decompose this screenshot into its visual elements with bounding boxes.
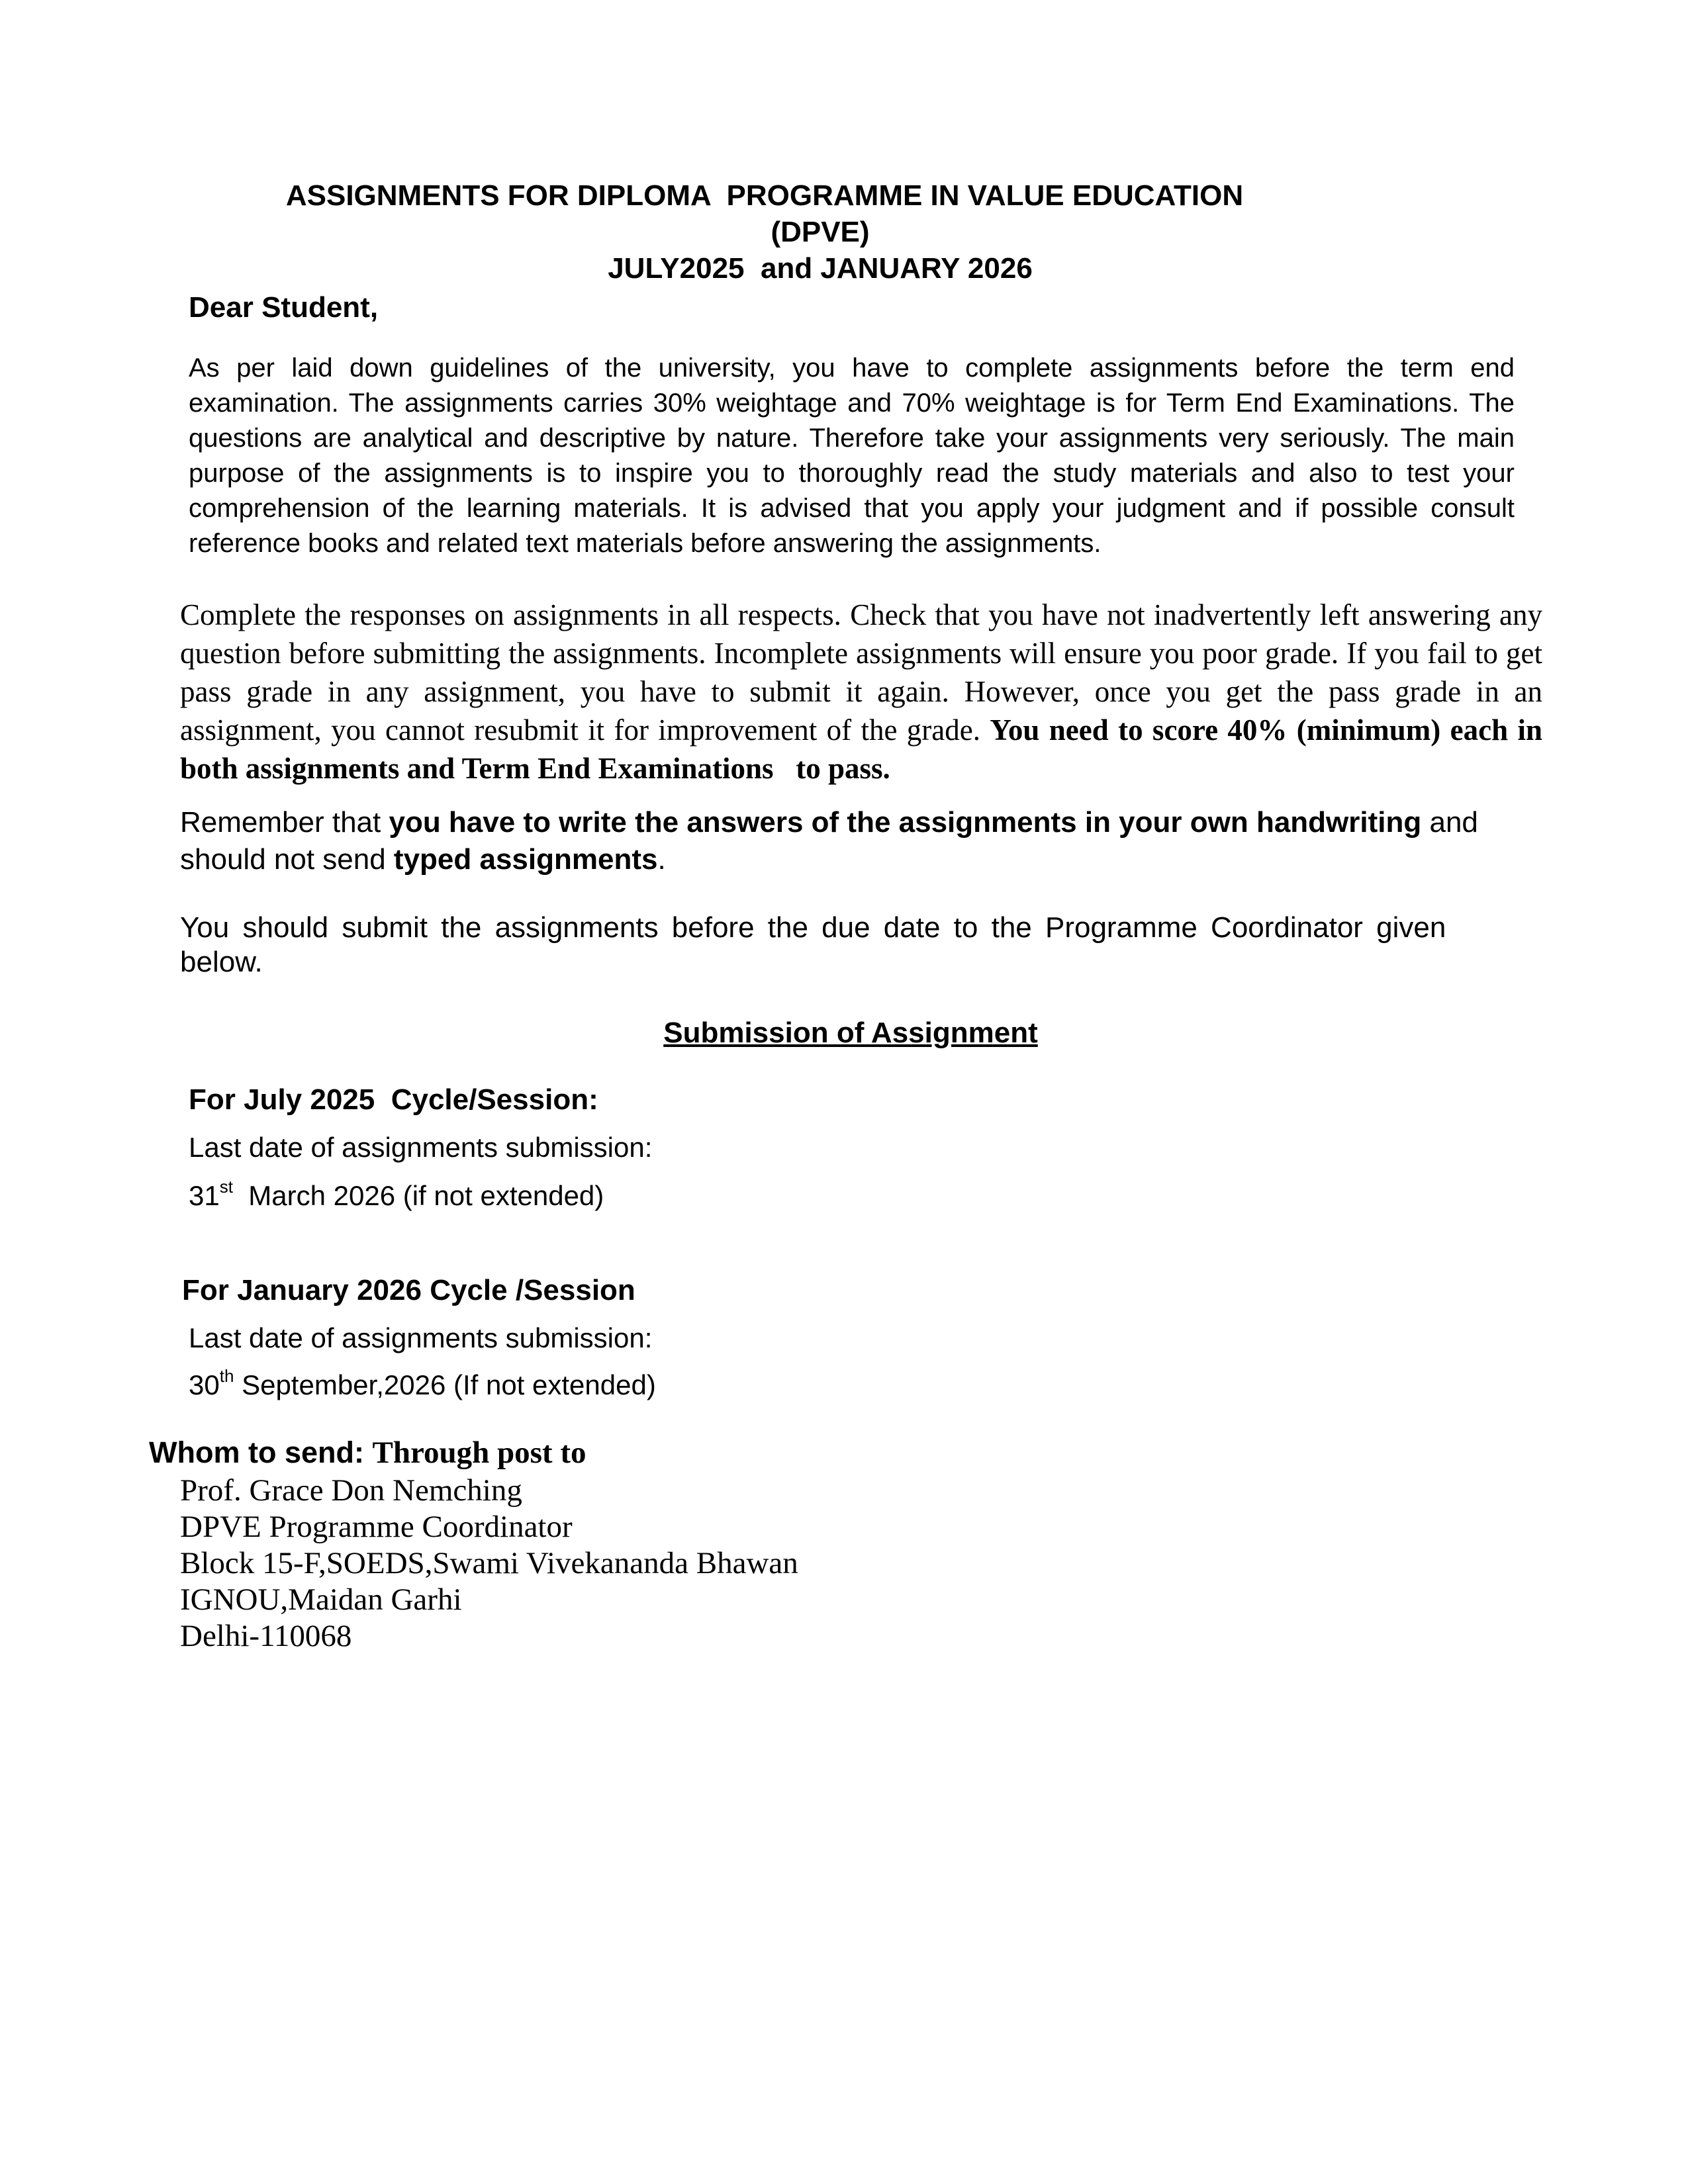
address-line: IGNOU,Maidan Garhi xyxy=(180,1582,462,1617)
typed-assignments-emphasis: typed assignments xyxy=(393,843,658,876)
july-date-day: 31 xyxy=(189,1180,220,1211)
address-line: Block 15-F,SOEDS,Swami Vivekananda Bhawan xyxy=(180,1546,798,1580)
july-cycle-title: For July 2025 Cycle/Session: xyxy=(189,1083,598,1116)
address-line: Delhi-110068 xyxy=(180,1619,352,1653)
coordinator-address xyxy=(180,1473,798,1655)
title-line-3: JULY2025 and JANUARY 2026 xyxy=(608,252,1033,285)
completion-paragraph xyxy=(180,596,1550,788)
submission-heading-text: Submission of Assignment xyxy=(663,1017,1038,1049)
handwriting-text-2: and should not send xyxy=(180,806,1487,876)
january-cycle-date xyxy=(189,1366,656,1401)
handwriting-paragraph xyxy=(180,804,1544,878)
guidelines-paragraph: As per laid down guidelines of the university, you have to complete assignments before the term end examination. The assignments carries 30% weightage and 70% weightage is for Term End Examinations. The questions are analytical and descriptive by nature. Therefore take your assignments very seriously. The main purpose of the assignments is to inspire you to thoroughly read the study materials and also to test your comprehension of the learning materials. It is advised that you apply your judgment and if possible consult reference books and related text materials before answering the assignments. xyxy=(189,353,1515,558)
whom-to-send xyxy=(149,1435,586,1471)
submission-heading xyxy=(0,1017,1688,1050)
handwriting-text-1: Remember that xyxy=(180,806,389,839)
title-line-1: ASSIGNMENTS FOR DIPLOMA PROGRAMME IN VALUE EDUCATION xyxy=(285,179,1244,212)
title-line-2: (DPVE) xyxy=(771,216,870,248)
january-date-rest: September,2026 (If not extended) xyxy=(234,1369,656,1400)
july-date-suffix: st xyxy=(219,1177,233,1197)
whom-to-send-label: Whom to send: xyxy=(149,1435,373,1469)
submit-paragraph: You should submit the assignments before the due date to the Programme Coordinator given below. xyxy=(180,911,1446,978)
greeting: Dear Student, xyxy=(189,291,379,324)
whom-to-send-via: Through post to xyxy=(372,1435,586,1470)
handwriting-text-3: . xyxy=(657,843,666,876)
january-date-day: 30 xyxy=(189,1369,220,1400)
january-cycle-label: Last date of assignments submission: xyxy=(189,1322,653,1353)
completion-text: Complete the responses on assignments in all respects. Check that you have not inadvertently left answering any question before submitting the assignments. Incomplete assignments will ensure you poor grade. If you fail to get pass grade in any assignment, you have to submit it again. However, once you get the pass grade in an assignment, you cannot resubmit it for improvement of the grade. xyxy=(180,598,1542,747)
july-cycle-label: Last date of assignments submission: xyxy=(189,1132,653,1163)
july-cycle-date xyxy=(189,1179,604,1212)
document-title xyxy=(0,177,1688,287)
january-cycle-title: For January 2026 Cycle /Session xyxy=(182,1274,635,1306)
handwriting-emphasis: you have to write the answers of the assignments in your own handwriting xyxy=(389,806,1422,839)
address-line: DPVE Programme Coordinator xyxy=(180,1510,573,1544)
address-line: Prof. Grace Don Nemching xyxy=(180,1473,522,1508)
january-date-suffix: th xyxy=(219,1366,234,1386)
pass-requirement: You need to score 40% (minimum) each in both assignments and Term End Examinations to pass. xyxy=(180,713,1550,785)
july-date-rest: March 2026 (if not extended) xyxy=(232,1180,604,1211)
